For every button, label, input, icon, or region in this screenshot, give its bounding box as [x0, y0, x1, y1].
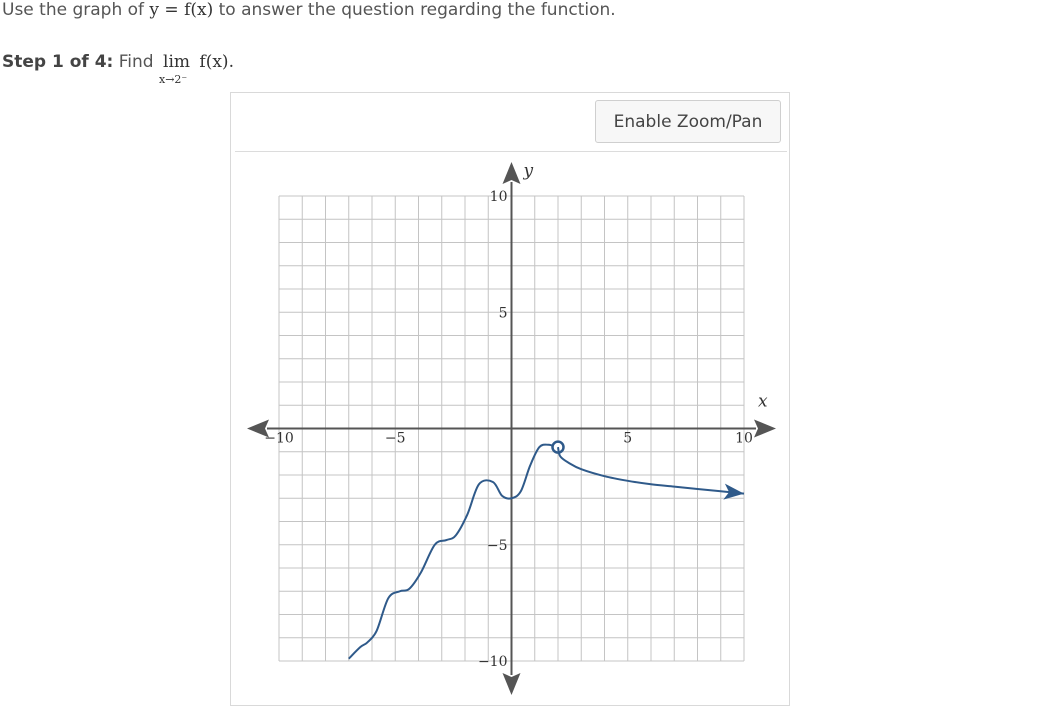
enable-zoom-pan-button[interactable]: Enable Zoom/Pan	[595, 100, 781, 143]
question-text	[2, 0, 616, 20]
y-axis-down-arrow	[503, 673, 521, 695]
limit-word: lim	[163, 52, 191, 72]
y-axis-up-arrow	[503, 162, 521, 184]
step-prompt	[2, 52, 234, 86]
x-axis-right-arrow	[754, 420, 776, 438]
y-axis-label: y	[523, 161, 534, 181]
step-instruction: Find	[118, 52, 154, 72]
question-prefix: Use the graph of	[2, 0, 150, 20]
function-graph[interactable]	[231, 93, 791, 707]
step-label: Step 1 of 4:	[2, 52, 114, 72]
x-tick-label: −10	[264, 430, 294, 447]
x-tick-label: 5	[623, 430, 633, 447]
limit-expression: f(x).	[199, 52, 234, 72]
graph-panel	[230, 92, 790, 706]
y-tick-label: −5	[486, 537, 508, 554]
function-curve-segment-1	[349, 445, 556, 659]
question-equation: y = f(x)	[149, 0, 214, 20]
y-tick-label: −10	[477, 654, 508, 670]
limit-operator	[159, 52, 191, 86]
limit-subscript: x→2⁻	[159, 73, 188, 86]
x-tick-label: 10	[735, 430, 753, 447]
x-tick-label: −5	[384, 430, 406, 447]
x-axis-label: x	[758, 391, 768, 412]
y-tick-label: 10	[489, 189, 508, 205]
y-tick-label: 5	[498, 305, 508, 322]
question-suffix: to answer the question regarding the function.	[213, 0, 616, 20]
